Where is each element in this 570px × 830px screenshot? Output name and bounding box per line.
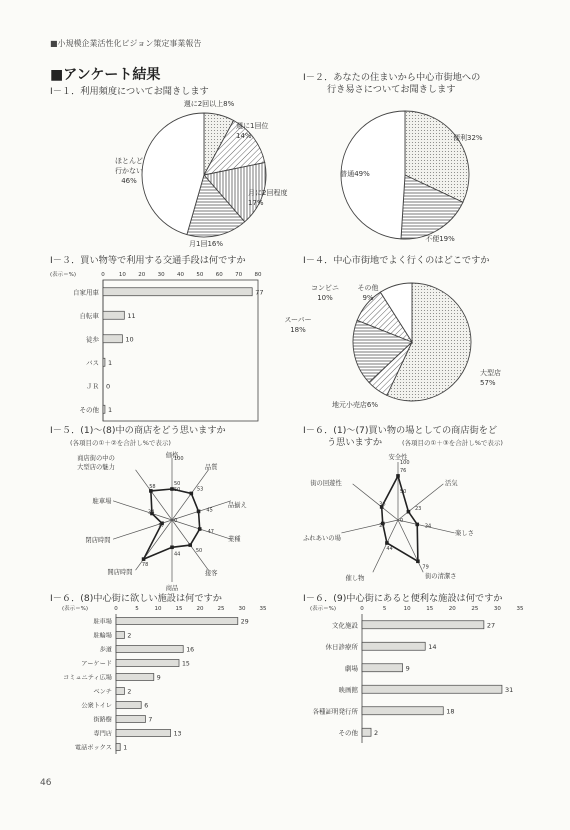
radar-axis-label: 街の清潔さ (425, 573, 457, 580)
pie-label-1: 地元小売店6% (331, 401, 379, 409)
unit-label: (表示＝%) (310, 606, 337, 612)
bar (362, 707, 443, 715)
radar-axis-label: 商品 (165, 585, 179, 592)
x-tick-label: 0 (360, 606, 364, 612)
pie-label-1: 14% (236, 132, 252, 140)
x-tick-label: 35 (516, 606, 524, 612)
value-label: 2 (127, 688, 132, 696)
value-label: 1 (123, 744, 128, 752)
x-tick-label: 20 (138, 272, 146, 278)
radar-value-label: 17 (158, 523, 165, 530)
pie-label-4: ほとんど (115, 157, 143, 165)
category-label: 専門店 (93, 730, 112, 738)
section-title: ■アンケート結果 (50, 67, 161, 83)
radar-axis-label: 閉店時間 (85, 537, 111, 544)
radar-value-label: 58 (149, 483, 156, 490)
category-label: ＪＲ (86, 382, 99, 391)
value-label: 27 (486, 621, 496, 630)
value-label: 13 (173, 730, 182, 738)
radar-value-label: 34 (148, 509, 155, 516)
category-label: 公衆トイレ (81, 702, 112, 710)
radar-tick-label: 100 (400, 460, 410, 466)
q1-5-title: Ⅰ－５．(1)～(8)中の商店をどう思いますか (50, 425, 226, 436)
category-label: アーケード (81, 660, 112, 668)
radar-value-label: 36 (379, 501, 386, 508)
value-label: 7 (148, 716, 153, 724)
pie-label-3: 10% (317, 294, 333, 302)
value-label: 77 (255, 288, 264, 297)
radar-axis-label: 活気 (445, 480, 458, 487)
radar-value-label: 44 (174, 551, 181, 558)
category-label: 駐車場 (93, 618, 112, 626)
x-tick-label: 10 (403, 606, 411, 612)
pie-label-2: 18% (290, 326, 306, 334)
value-label: 1 (107, 405, 113, 414)
category-label: その他 (338, 728, 358, 737)
x-tick-label: 10 (118, 272, 126, 278)
radar-value-label: 44 (386, 546, 393, 553)
value-label: 9 (156, 674, 161, 682)
x-tick-label: 10 (154, 606, 162, 612)
category-label: 休日診療所 (325, 642, 358, 651)
q1-6a-subtitle: (各項目の①＋③を合計し%で表示) (402, 439, 503, 447)
q1-5-subtitle: (各項目の①＋②を合計し%で表示) (70, 439, 171, 447)
x-tick-label: 15 (175, 606, 183, 612)
pie-label-1: 週に1回位 (236, 122, 269, 130)
radar-value-label: 23 (414, 506, 422, 513)
radar-tick-label: 0 (174, 518, 178, 524)
x-tick-label: 5 (382, 606, 387, 612)
category-label: 徒歩 (86, 335, 99, 344)
value-label: 16 (186, 646, 195, 654)
radar-axis-label: 品揃え (228, 502, 247, 509)
value-label: 15 (182, 660, 190, 668)
category-label: 街路樹 (93, 716, 112, 724)
q1-6b-title: Ⅰ－６．(8)中心街に欲しい施設は何ですか (50, 593, 222, 604)
page-number: 46 (40, 778, 52, 788)
q1-6c-title: Ⅰ－６．(9)中心街にあると便利な施設は何ですか (303, 593, 503, 604)
radar-value-label: 53 (196, 486, 204, 493)
x-tick-label: 0 (114, 606, 118, 612)
pie-label-2: 普通49% (340, 170, 370, 178)
x-tick-label: 50 (196, 272, 204, 278)
radar-axis-label: 催し物 (345, 575, 365, 582)
radar-axis-label: 開店時間 (107, 569, 133, 576)
pie-label-0: 週に2回以上8% (183, 100, 235, 108)
radar-axis-label: ふれあいの場 (303, 535, 341, 542)
pie-label-3: 月1回16% (188, 240, 224, 248)
radar-axis-label: 価格 (165, 452, 179, 459)
category-label: 文化施設 (332, 621, 358, 630)
radar-value-label: 47 (207, 528, 214, 535)
running-header: ■小規模企業活性化ビジョン策定事業報告 (50, 39, 202, 48)
x-tick-label: 20 (196, 606, 204, 612)
pie-label-4: 行かない (115, 167, 143, 175)
bar (362, 621, 484, 629)
pie-label-1: 不便19% (425, 235, 455, 243)
radar-axis-label: 街の回遊性 (310, 480, 342, 487)
radar-axis-label: 大型店の魅力 (77, 464, 115, 471)
category-label: その他 (79, 405, 99, 414)
value-label: 18 (446, 707, 455, 716)
pie-label-0: 便利32% (453, 134, 483, 142)
value-label: 0 (106, 382, 111, 391)
unit-label: (表示＝%) (50, 272, 77, 278)
category-label: 劇場 (345, 664, 358, 673)
bar (362, 664, 403, 672)
q1-3-title: Ⅰ－３．買い物等で利用する交通手段は何ですか (50, 255, 246, 266)
x-tick-label: 80 (254, 272, 262, 278)
x-tick-label: 0 (101, 272, 105, 278)
pie-label-4: 9% (362, 294, 374, 302)
x-tick-label: 15 (426, 606, 434, 612)
radar-value-label: 45 (206, 507, 213, 514)
value-label: 2 (374, 728, 379, 737)
category-label: 自家用車 (73, 288, 99, 297)
pie-label-3: コンビニ (311, 284, 339, 292)
value-label: 2 (127, 632, 132, 640)
pie-label-4: その他 (357, 284, 379, 292)
pie-label-2: スーパー (284, 316, 312, 324)
value-label: 6 (144, 702, 149, 710)
radar-tick-label: 0 (400, 518, 404, 524)
pie-label-2: 17% (248, 199, 264, 207)
q1-2-title: Ⅰ－２．あなたの住まいから中心市街地への 行き易さについてお聞きします (303, 72, 481, 95)
x-tick-label: 5 (135, 606, 139, 612)
value-label: 14 (428, 642, 437, 651)
radar-axis-label: 商店街の中の (77, 455, 115, 462)
value-label: 29 (240, 618, 249, 626)
x-tick-label: 25 (217, 606, 225, 612)
radar-value-label: 34 (424, 523, 432, 530)
q1-4-title: Ⅰ－４．中心市街地でよく行くのはどこですか (303, 255, 490, 266)
x-tick-label: 30 (157, 272, 165, 278)
value-label: 1 (107, 358, 113, 367)
x-tick-label: 70 (235, 272, 243, 278)
unit-label: (表示＝%) (62, 606, 89, 612)
category-label: 駐輪場 (93, 632, 112, 640)
category-label: 歩道 (99, 646, 112, 654)
category-label: 電話ボックス (74, 744, 112, 752)
value-label: 9 (405, 664, 410, 673)
category-label: バス (86, 358, 99, 367)
category-label: コミュニティ広場 (63, 674, 112, 682)
radar-axis-label: 接客 (205, 570, 218, 577)
radar-tick-label: 50 (400, 489, 407, 495)
x-tick-label: 30 (238, 606, 246, 612)
radar-axis-label: 駐車場 (92, 498, 112, 505)
value-label: 11 (127, 311, 136, 320)
radar-axis-label: 楽しさ (455, 530, 474, 537)
radar-value-label: 79 (422, 564, 429, 571)
pie-label-0: 大型店 (480, 369, 501, 377)
bar (362, 728, 371, 736)
x-tick-label: 25 (471, 606, 479, 612)
value-label: 10 (125, 335, 134, 344)
radar-axis-label: 品質 (205, 464, 218, 471)
radar-value-label: 78 (141, 562, 149, 569)
bar (362, 685, 502, 693)
x-tick-label: 60 (215, 272, 223, 278)
category-label: 各種証明発行所 (312, 707, 358, 716)
q1-1-title: Ⅰ－１．利用頻度についてお聞きします (50, 86, 209, 97)
pie-label-2: 月に2回程度 (248, 189, 288, 197)
pie-label-4: 46% (121, 177, 137, 185)
category-label: ベンチ (93, 688, 112, 696)
x-tick-label: 20 (448, 606, 456, 612)
x-tick-label: 35 (259, 606, 267, 612)
x-tick-label: 40 (177, 272, 184, 278)
radar-axis-label: 業種 (228, 536, 241, 543)
radar-tick-label: 50 (174, 487, 181, 493)
radar-tick-label: 100 (174, 456, 184, 462)
radar-value-label: 27 (379, 522, 386, 529)
x-tick-label: 30 (493, 606, 501, 612)
bar (362, 642, 425, 650)
value-label: 31 (504, 685, 514, 694)
radar-value-label: 50 (195, 548, 203, 555)
category-label: 映画館 (338, 685, 358, 694)
category-label: 自転車 (79, 311, 99, 320)
q1-6a-title: Ⅰ－６．(1)～(7)買い物の場としての商店街をど う思いますか (303, 425, 498, 448)
radar-axis-label: 安全性 (388, 454, 408, 461)
radar-value-label: 50 (174, 480, 181, 487)
radar-value-label: 76 (400, 468, 407, 475)
pie-label-0: 57% (480, 379, 496, 387)
